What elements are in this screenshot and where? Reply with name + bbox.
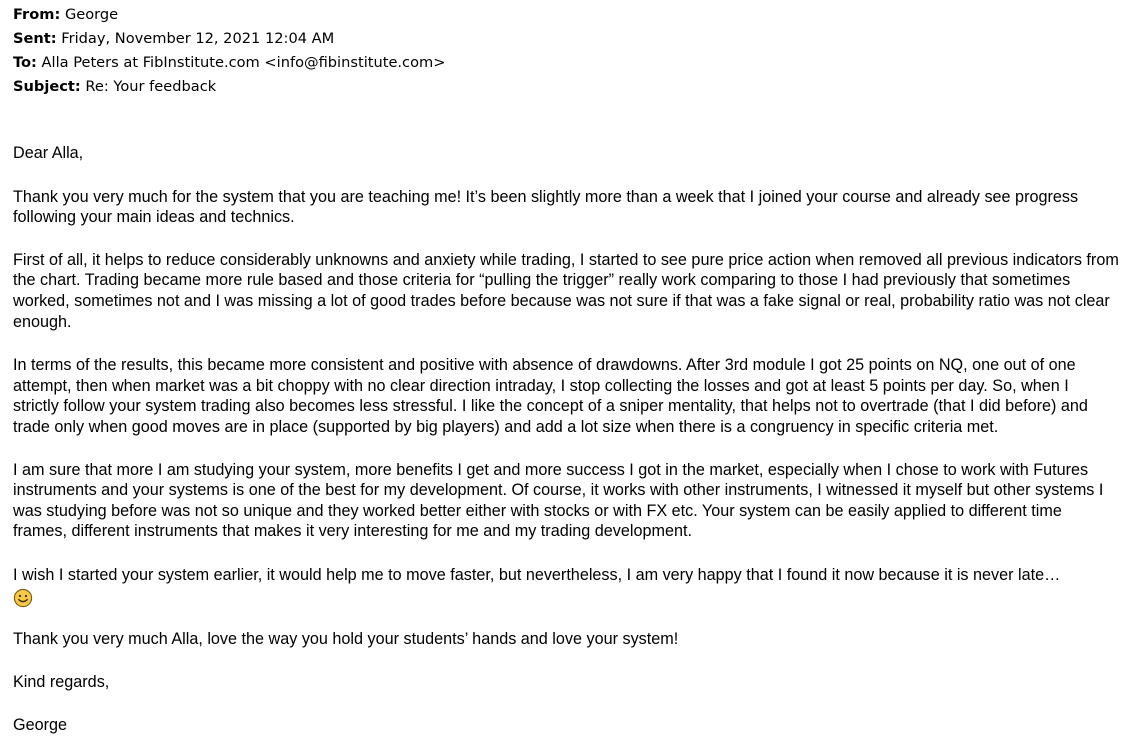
subject-value: Re: Your feedback xyxy=(85,78,217,95)
paragraph-5-block xyxy=(13,565,1119,608)
from-label: From: xyxy=(13,6,61,23)
sent-row xyxy=(13,27,445,51)
signature: George xyxy=(13,715,67,734)
paragraph-5: I wish I started your system earlier, it would help me to move faster, but nevertheless, I am very happy that I found it now because it is never late… xyxy=(13,565,1061,584)
greeting: Dear Alla, xyxy=(13,144,84,162)
paragraph-6: Thank you very much Alla, love the way you hold your students’ hands and love your system! xyxy=(13,629,679,648)
from-value: George xyxy=(64,6,119,23)
from-row xyxy=(13,3,445,27)
email-header xyxy=(13,3,445,99)
to-label: To: xyxy=(13,54,37,71)
closing: Kind regards, xyxy=(13,673,110,692)
subject-row xyxy=(13,75,445,99)
sent-value: Friday, November 12, 2021 12:04 AM xyxy=(61,30,335,47)
paragraph-3: In terms of the results, this became more consistent and positive with absence of drawdowns. After 3rd module I got 25 points on NQ, one out of one attempt, then when market was a bit choppy with no clear direction intraday, I stop collecting the losses and got at least 5 points per day. So, when I strictly follow your system trading also becomes less stressful. I like the concept of a sniper mentality, that helps not to overtrade (that I did before) and trade only when good moves are in place (supported by big players) and add a lot size when there is a congruency in specific criteria met. xyxy=(13,356,1088,436)
paragraph-2: First of all, it helps to reduce considerably unknowns and anxiety while trading, I started to see pure price action when removed all previous indicators from the chart. Trading became more rule based and those criteria for “pulling the trigger” really work comparing to those I had previously that sometimes worked, sometimes not and I was missing a lot of good trades before because was not sure if that was a fake signal or real, probability ratio was not clear enough. xyxy=(13,250,1119,331)
sent-label: Sent: xyxy=(13,30,57,47)
email-body xyxy=(13,143,1119,735)
subject-label: Subject: xyxy=(13,78,81,95)
smiley-face-icon xyxy=(13,586,1119,608)
paragraph-4: I am sure that more I am studying your system, more benefits I get and more success I got in the market, especially when I chose to work with Futures instruments and your systems is one of the best for my development. Of course, it works with other instruments, I witnessed it myself but other systems I was studying before was not so unique and they worked better either with stocks or with FX etc. Your system can be easily applied to different time frames, different instruments that makes it very interesting for me and my trading development. xyxy=(13,460,1104,541)
to-row xyxy=(13,51,445,75)
to-value: Alla Peters at FibInstitute.com <info@fibinstitute.com> xyxy=(41,54,446,71)
paragraph-1: Thank you very much for the system that you are teaching me! It’s been slightly more than a week that I joined your course and already see progress following your main ideas and technics. xyxy=(13,187,1079,227)
